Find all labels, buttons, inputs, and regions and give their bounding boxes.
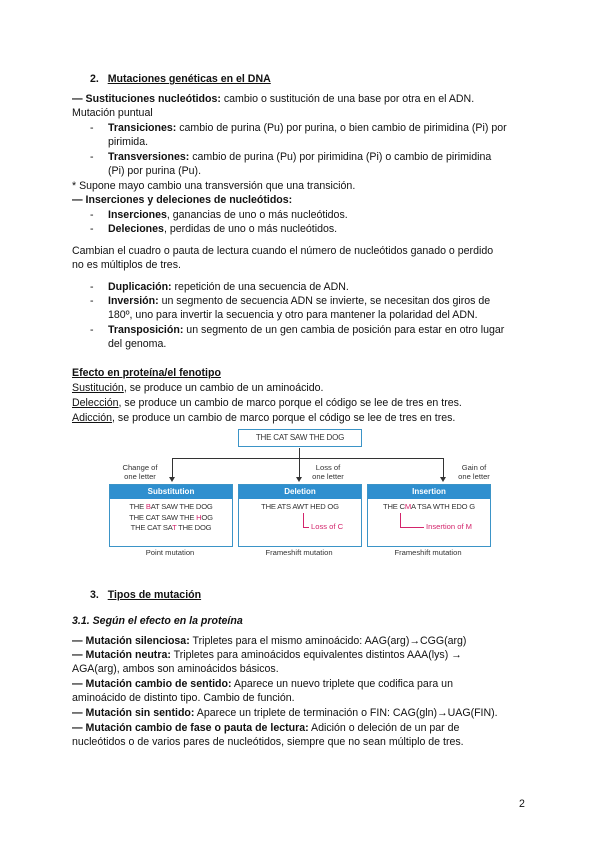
transversiones-line — [108, 150, 491, 164]
sin-sentido-text: Aparece un triplete de terminación o FIN: CAG(gln)→UAG(FIN). — [194, 707, 498, 719]
efecto-heading: Efecto en proteína/el fenotipo — [72, 367, 221, 379]
section-title: Tipos de mutación — [107, 589, 202, 601]
inserciones-text: , ganancias de uno o más nucleótidos. — [166, 209, 348, 221]
bullet-dash: - — [90, 209, 94, 221]
sustituciones-line — [72, 92, 474, 106]
insertion-panel — [367, 484, 491, 547]
bullet-dash: - — [90, 324, 94, 336]
seq-inserted-letter: M — [404, 502, 411, 511]
neutra-label: — Mutación neutra: — [72, 649, 171, 661]
pointer-line — [303, 527, 309, 528]
frameshift-caption: Frameshift mutation — [394, 548, 462, 557]
transversiones-text: cambio de purina (Pu) por pirimidina (Pi) o cambio de pirimidina — [189, 151, 492, 163]
seq-text: THE C — [383, 502, 405, 511]
section-title: Mutaciones genéticas en el DNA — [107, 73, 271, 85]
seq-text: THE CAT SAW THE — [129, 512, 197, 522]
seq-text: THE DOG — [176, 523, 212, 532]
connector-line — [299, 448, 300, 458]
duplicacion-line — [108, 280, 349, 294]
supone-note: * Supone mayo cambio una transversión que una transición. — [72, 180, 356, 192]
transiciones-line — [108, 121, 507, 135]
section-3-heading — [90, 588, 201, 602]
insertion-of-m-note: Insertion of M — [426, 521, 473, 531]
deletion-line: THE ATS AWT HED OG — [261, 502, 339, 511]
inserciones-line — [108, 208, 348, 222]
page-number: 2 — [519, 798, 525, 810]
diagram-top-box: THE CAT SAW THE DOG — [238, 429, 362, 447]
substitution-line-1 — [110, 502, 232, 513]
transposicion-cont: del genoma. — [108, 338, 167, 350]
cambio-fase-line — [72, 721, 459, 735]
cambio-fase-cont: nucleótidos o de varios pares de nucleótidos, siempre que no sean múltiplo de tres. — [72, 736, 464, 748]
transversiones-cont: (Pi) por purina (Pu). — [108, 165, 202, 177]
deletion-panel — [238, 484, 362, 547]
point-mutation-caption: Point mutation — [145, 548, 195, 557]
deleciones-line — [108, 222, 337, 236]
label-loss-of-one-letter: Loss of one letter — [312, 463, 344, 481]
insertion-note-area — [368, 513, 490, 539]
bullet-dash: - — [90, 223, 94, 235]
bullet-dash: - — [90, 295, 94, 307]
insertion-line — [368, 502, 490, 513]
inserciones-label: Inserciones — [108, 209, 167, 221]
arrow-down-icon — [169, 477, 175, 482]
connector-line — [172, 458, 173, 478]
adiccion-word: Adicción — [72, 412, 113, 424]
inversion-label: Inversión: — [108, 295, 159, 307]
connector-line — [443, 458, 444, 478]
cambio-fase-label: — Mutación cambio de fase o pauta de lectura: — [72, 722, 309, 734]
bullet-dash: - — [90, 122, 94, 134]
seq-text: THE — [129, 502, 146, 511]
label-gain-of-one-letter: Gain of one letter — [458, 463, 490, 481]
transiciones-label: Transiciones: — [108, 122, 177, 134]
connector-line — [172, 458, 444, 459]
deletion-note-area — [239, 513, 361, 539]
label-change-of-one-letter: Change of one letter — [122, 463, 158, 481]
duplicacion-label: Duplicación: — [108, 281, 172, 293]
sustituciones-text: cambio o sustitución de una base por otra en el ADN. — [220, 93, 475, 105]
frameshift-caption: Frameshift mutation — [265, 548, 333, 557]
sustituciones-label: — Sustituciones nucleótidos: — [72, 93, 221, 105]
deleccion-text: , se produce un cambio de marco porque el código se lee de tres en tres. — [118, 397, 462, 409]
cambio-sentido-label: — Mutación cambio de sentido: — [72, 678, 232, 690]
arrow-down-icon — [440, 477, 446, 482]
insertion-header: Insertion — [368, 485, 490, 499]
silenciosa-line — [72, 634, 466, 648]
pointer-line — [400, 527, 424, 528]
efecto-deleccion — [72, 396, 462, 410]
inversion-cont: 180º, uno para invertir la secuencia y otro para mantener la polaridad del ADN. — [108, 309, 478, 321]
transversiones-label: Transversiones: — [108, 151, 190, 163]
substitution-line-3 — [110, 523, 232, 534]
seq-changed-letter: T — [172, 523, 177, 532]
sin-sentido-line — [72, 706, 498, 720]
cambio-sentido-cont: aminoácido de distinto tipo. Cambio de función. — [72, 692, 295, 704]
seq-text: OG — [201, 512, 213, 522]
deletion-header: Deletion — [239, 485, 361, 499]
efecto-adiccion — [72, 411, 455, 425]
seq-changed-letter: B — [145, 502, 151, 511]
inversion-line — [108, 294, 490, 308]
substitution-line-2 — [110, 513, 232, 524]
sustitucion-text: , se produce un cambio de un aminoácido. — [123, 382, 324, 394]
seq-text: A TSA WTH EDO G — [410, 502, 475, 511]
transiciones-cont: pirimida. — [108, 136, 149, 148]
substitution-panel — [109, 484, 233, 547]
sin-sentido-label: — Mutación sin sentido: — [72, 707, 195, 719]
duplicacion-text: repetición de una secuencia de ADN. — [171, 281, 349, 293]
cambio-sentido-line — [72, 677, 453, 691]
transposicion-line — [108, 323, 504, 337]
silenciosa-label: — Mutación silenciosa: — [72, 635, 190, 647]
subsection-heading: 3.1. Según el efecto en la proteína — [72, 615, 243, 627]
efecto-sustitucion — [72, 381, 323, 395]
bullet-dash: - — [90, 281, 94, 293]
transiciones-text: cambio de purina (Pu) por purina, o bien cambio de pirimidina (Pi) por — [176, 122, 507, 134]
deleciones-label: Deleciones — [108, 223, 164, 235]
loss-of-c-note: Loss of C — [311, 521, 344, 531]
connector-line — [299, 458, 300, 478]
sustitucion-word: Sustitución — [72, 382, 124, 394]
pointer-line — [303, 513, 304, 527]
substitution-header: Substitution — [110, 485, 232, 499]
cambian-line-2: no es múltiplos de tres. — [72, 259, 181, 271]
transposicion-text: un segmento de un gen cambia de posición para estar en otro lugar — [183, 324, 505, 336]
deleccion-word: Delección — [72, 397, 119, 409]
neutra-cont: AGA(arg), ambos son aminoácidos básicos. — [72, 663, 279, 675]
seq-text: THE CAT SA — [130, 523, 173, 532]
silenciosa-text: Tripletes para el mismo aminoácido: AAG(arg)→CGG(arg) — [189, 635, 467, 647]
deleciones-text: , perdidas de uno o más nucleótidos. — [163, 223, 338, 235]
seq-changed-letter: H — [196, 512, 202, 522]
cambio-fase-text: Adición o deleción de un par de — [308, 722, 460, 734]
mutation-diagram — [96, 428, 508, 560]
section-number: 2. — [90, 73, 99, 85]
adiccion-text: , se produce un cambio de marco porque el código se lee de tres en tres. — [112, 412, 456, 424]
seq-text: AT SAW THE DOG — [150, 502, 213, 511]
cambian-line-1: Cambian el cuadro o pauta de lectura cuando el número de nucleótidos ganado o perdido — [72, 245, 494, 257]
mutacion-puntual: Mutación puntual — [72, 107, 153, 119]
cambio-sentido-text: Aparece un nuevo triplete que codifica para un — [231, 678, 453, 690]
section-number: 3. — [90, 589, 99, 601]
neutra-line — [72, 648, 462, 662]
inversion-text: un segmento de secuencia ADN se invierte, se necesitan dos giros de — [158, 295, 491, 307]
inserciones-deleciones-heading: — Inserciones y deleciones de nucleótidos: — [72, 194, 293, 206]
neutra-text: Tripletes para aminoácidos equivalentes distintos AAA(lys) → — [170, 649, 462, 661]
bullet-dash: - — [90, 151, 94, 163]
section-2-heading — [90, 72, 271, 86]
transposicion-label: Transposición: — [108, 324, 184, 336]
pointer-line — [400, 513, 401, 527]
